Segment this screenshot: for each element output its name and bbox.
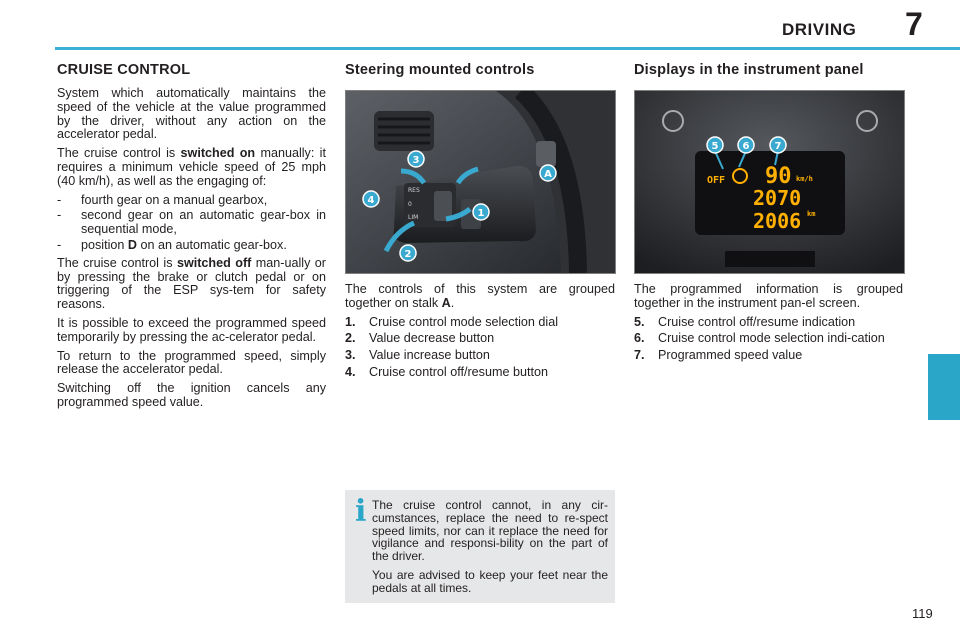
- list-item: - fourth gear on a manual gearbox,: [57, 192, 268, 207]
- info-icon: i: [355, 494, 367, 529]
- list-item: 7. Programmed speed value: [634, 348, 803, 363]
- instrument-displays-heading: Displays in the instrument panel: [634, 62, 864, 78]
- page-number: 119: [912, 606, 933, 621]
- svg-text:LIM: LIM: [408, 214, 419, 221]
- svg-text:RES: RES: [408, 187, 420, 194]
- header-rule: [55, 47, 960, 50]
- steering-stalk-photo: [345, 90, 616, 274]
- paragraph: It is possible to exceed the programmed speed temporarily by pressing the ac-celerator pedal.: [57, 315, 326, 344]
- chapter-tab: [928, 354, 960, 420]
- steering-controls-text: [345, 283, 615, 383]
- cruise-control-text: [57, 87, 326, 415]
- cruise-control-heading: CRUISE CONTROL: [57, 62, 191, 78]
- list-item: 1. Cruise control mode selection dial: [345, 314, 558, 329]
- display-off: OFF: [707, 175, 726, 186]
- section-title: DRIVING: [782, 20, 857, 39]
- instrument-displays-text: [634, 283, 903, 366]
- callout-1: 1: [477, 208, 485, 219]
- callout-5: 5: [711, 141, 719, 152]
- list-item: - position D on an automatic gear-box.: [57, 237, 287, 252]
- list-item: 2. Value decrease button: [345, 331, 495, 346]
- paragraph: You are advised to keep your feet near the pedals at all times.: [372, 567, 608, 595]
- paragraph: The controls of this system are grouped together on stalk A.: [345, 282, 615, 310]
- paragraph: The cruise control cannot, in any cir-cumstances, replace the need to re-spect speed limits, nor can it replace the need for vigilance and responsi-bility on the part of the driver.: [372, 498, 608, 564]
- paragraph: Switching off the ignition cancels any programmed speed value.: [57, 381, 326, 409]
- display-line-3: 2006: [753, 209, 802, 233]
- steering-controls-heading: Steering mounted controls: [345, 62, 535, 78]
- callout-3: 3: [412, 155, 420, 166]
- paragraph: System which automatically maintains the speed of the vehicle at the value programmed by the driver, without any action on the accelerator pedal.: [57, 86, 326, 142]
- paragraph: To return to the programmed speed, simply release the accelerator pedal.: [57, 348, 326, 377]
- paragraph: The cruise control is switched on manually: it requires a minimum vehicle speed of 25 mph (40 km/h), as well as the engaging of:: [57, 146, 326, 188]
- list-item: 5. Cruise control off/resume indication: [634, 314, 856, 329]
- chapter-number: 7: [905, 6, 923, 42]
- list-item: 3. Value increase button: [345, 348, 490, 363]
- display-speed-unit: km/h: [796, 175, 813, 183]
- list-item: - second gear on an automatic gear-box in sequential mode,: [57, 208, 326, 237]
- paragraph: The cruise control is switched off man-ually or by pressing the brake or clutch pedal or on triggering of the ESP sys-tem for safety reasons.: [57, 255, 327, 312]
- display-line-2: 2070: [753, 186, 802, 210]
- svg-text:0: 0: [408, 201, 412, 208]
- info-text: [372, 499, 608, 601]
- callout-7: 7: [774, 141, 782, 152]
- callout-6: 6: [742, 141, 750, 152]
- callout-4: 4: [367, 195, 375, 206]
- list-item: 6. Cruise control mode selection indi-cation: [634, 331, 885, 346]
- callout-2: 2: [404, 249, 412, 260]
- display-speed: 90: [765, 164, 792, 189]
- paragraph: The programmed information is grouped together in the instrument pan-el screen.: [634, 282, 903, 310]
- list-item: 4. Cruise control off/resume button: [345, 364, 548, 379]
- instrument-panel-photo: [634, 90, 905, 274]
- display-km-unit: km: [807, 210, 816, 218]
- info-box: [345, 490, 615, 603]
- callout-a: A: [544, 169, 552, 180]
